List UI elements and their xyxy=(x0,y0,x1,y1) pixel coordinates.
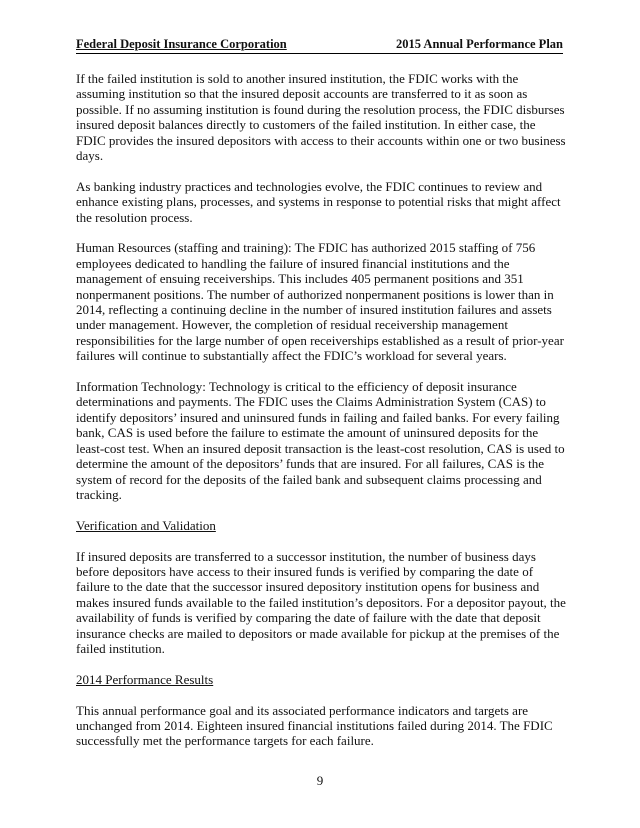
page-header xyxy=(76,37,563,54)
page-number: 9 xyxy=(316,773,324,788)
paragraph-verification: If insured deposits are transferred to a successor institution, the number of business days before depositors have access to their insured funds is verified by comparing the date of failure to the date that the successor insured depository institution opens for business and makes insured funds available to the failed institution’s depositors. For a depositor payout, the availability of funds is verified by comparing the date of failure with the date that deposit insurance checks are mailed to depositors or made available for pickup at the premises of the failed institution. xyxy=(76,548,566,656)
header-plan-title: 2015 Annual Performance Plan xyxy=(395,37,563,51)
paragraph-information-technology: Information Technology: Technology is critical to the efficiency of deposit insurance determinations and payments. The FDIC uses the Claims Administration System (CAS) to identify depositors’ insured and uninsured funds in failing and failed banks. For every failing bank, CAS is used before the failure to estimate the amount of uninsured deposits for the least-cost test. When an insured deposit transaction is the least-cost resolution, CAS is used to determine the amount of the depositors’ funds that are insured. For all failures, CAS is the system of record for the deposits of the failed bank and subsequent claims processing and tracking. xyxy=(76,379,565,502)
header-organization: Federal Deposit Insurance Corporation xyxy=(76,37,287,51)
heading-verification-validation: Verification and Validation xyxy=(76,517,216,533)
paragraph-human-resources: Human Resources (staffing and training): The FDIC has authorized 2015 staffing of 756 employees dedicated to handling the failure of insured financial institutions and the management of ensuing receiverships. This includes 405 permanent positions and 351 nonpermanent positions. The number of authorized nonpermanent positions is lower than in 2014, reflecting a continuing decline in the number of insured institution failures and assets under management. However, the completion of residual receivership management responsibilities for the large number of open receiverships established as a result of prior-year failures will continue to substantially affect the FDIC’s workload for several years. xyxy=(76,240,564,364)
paragraph-banking-practices: As banking industry practices and technologies evolve, the FDIC continues to review and enhance existing plans, processes, and systems in response to potential risks that might affect the resolution process. xyxy=(76,178,561,225)
page-body xyxy=(76,71,566,764)
paragraph-assuming-institution: If the failed institution is sold to another insured institution, the FDIC works with the assuming institution so that the insured deposit accounts are transferred to it as soon as possible. If no assuming institution is found during the resolution process, the FDIC disburses insured deposit balances directly to customers of the failed institution. In either case, the FDIC provides the insured depositors with access to their accounts within one or two business days. xyxy=(76,71,566,164)
heading-performance-results: 2014 Performance Results xyxy=(76,671,214,687)
paragraph-performance-results: This annual performance goal and its associated performance indicators and targets are unchanged from 2014. Eighteen insured financial institutions failed during 2014. The FDIC successfully met the performance targets for each failure. xyxy=(76,702,553,749)
